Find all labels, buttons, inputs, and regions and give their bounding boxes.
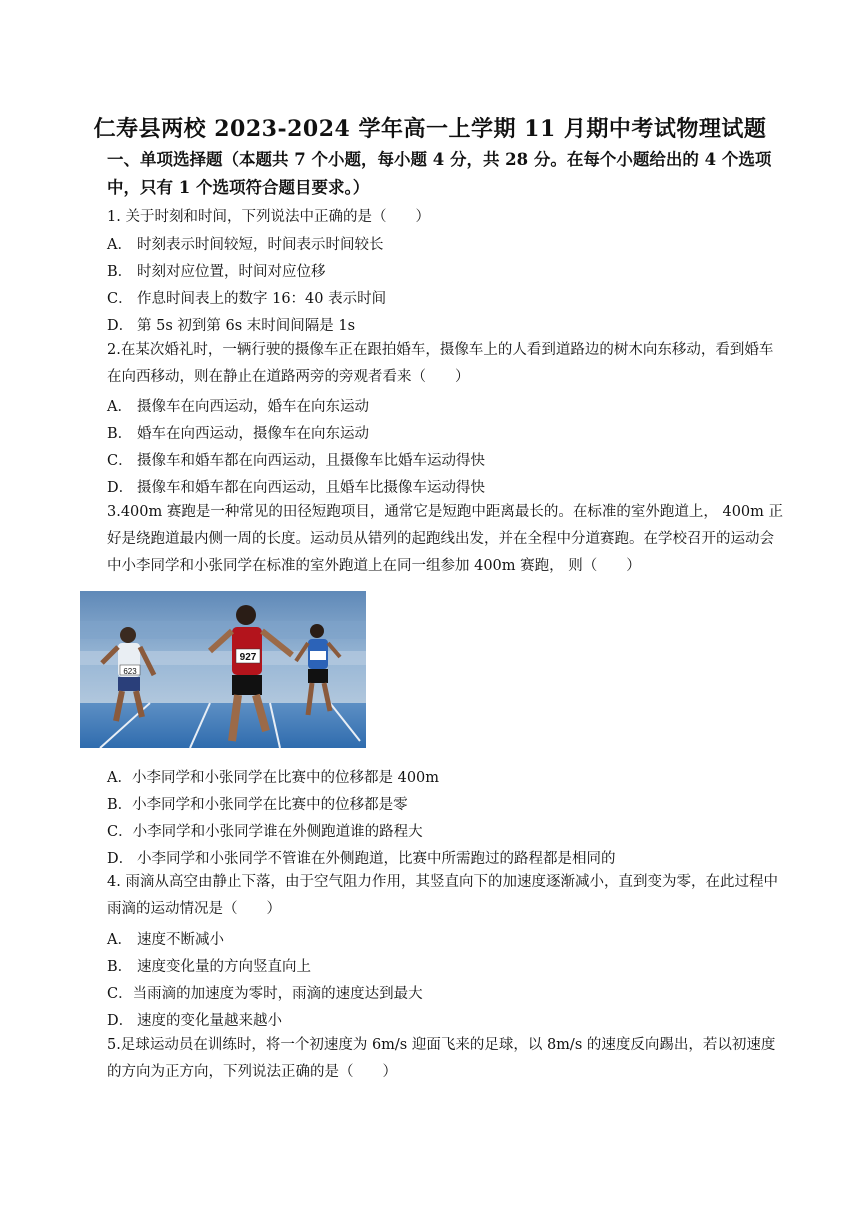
option-letter: A． <box>107 932 132 948</box>
option-letter: B． <box>107 797 133 813</box>
option-letter: B． <box>107 264 133 280</box>
question-4-option-b <box>107 955 787 976</box>
question-4-option-d <box>107 1009 787 1030</box>
option-letter: C． <box>107 291 133 307</box>
question-4-option-c <box>107 982 787 1003</box>
question-4-stem: 4. 雨滴从高空由静止下落，由于空气阻力作用，其竖直向下的加速度逐渐减小，直到变为零，在此过程中雨滴的运动情况是（ ） <box>107 874 778 917</box>
option-text: 速度变化量的方向竖直向上 <box>137 959 311 975</box>
question-2-option-c <box>107 449 787 470</box>
option-text: 第 5s 初到第 6s 末时间间隔是 1s <box>137 318 356 334</box>
question-3-option-b <box>107 793 787 814</box>
option-letter: B． <box>107 426 133 442</box>
option-text: 摄像车和婚车都在向西运动，且摄像车比婚车运动得快 <box>137 453 485 469</box>
question-2-option-b <box>107 422 787 443</box>
option-letter: D． <box>107 851 134 867</box>
question-2-option-d <box>107 476 787 497</box>
option-letter: A． <box>107 399 132 415</box>
page-title: 仁寿县两校 2023-2024 学年高一上学期 11 月期中考试物理试题 <box>93 116 767 142</box>
question-2-option-a <box>107 395 787 416</box>
option-letter: A． <box>107 237 132 253</box>
option-letter: B． <box>107 959 133 975</box>
option-letter: A． <box>107 770 132 786</box>
option-letter: D． <box>107 318 134 334</box>
option-text: 摄像车和婚车都在向西运动，且婚车比摄像车运动得快 <box>137 480 485 496</box>
question-4-option-a <box>107 928 787 949</box>
question-1-option-c <box>107 287 787 308</box>
option-letter: C． <box>107 453 133 469</box>
question-1-stem: 1. 关于时刻和时间，下列说法中正确的是（ ） <box>107 209 430 225</box>
section-heading: 一、单项选择题（本题共 7 个小题，每小题 4 分，共 28 分。在每个小题给出的 4 个选项中，只有 1 个选项符合题目要求。） <box>107 150 772 197</box>
bib-623: 623 <box>123 667 137 676</box>
question-1-option-b <box>107 260 787 281</box>
question-1-option-d <box>107 314 787 335</box>
option-text: 摄像车在向西运动，婚车在向东运动 <box>137 399 369 415</box>
question-2-stem: 2.在某次婚礼时，一辆行驶的摄像车正在跟拍婚车，摄像车上的人看到道路边的树木向东移动，看到婚车在向西移动，则在静止在道路两旁的旁观者看来（ ） <box>107 342 774 385</box>
option-text: 速度不断减小 <box>137 932 224 948</box>
option-letter: C． <box>107 986 133 1002</box>
bib-927: 927 <box>239 652 257 663</box>
option-text: 速度的变化量越来越小 <box>137 1013 282 1029</box>
question-1-option-a <box>107 233 787 254</box>
option-letter: D． <box>107 1013 134 1029</box>
runners-photo <box>80 591 366 748</box>
option-text: 当雨滴的加速度为零时，雨滴的速度达到最大 <box>132 986 423 1002</box>
question-3-option-c <box>107 820 787 841</box>
option-text: 作息时间表上的数字 16：40 表示时间 <box>137 291 387 307</box>
option-text: 小李同学和小张同学在比赛中的位移都是 400m <box>131 770 440 786</box>
runners-illustration <box>80 591 366 748</box>
question-3-option-a <box>107 766 787 787</box>
option-text: 时刻对应位置，时间对应位移 <box>137 264 326 280</box>
option-text: 小李同学和小张同学在比赛中的位移都是零 <box>132 797 408 813</box>
option-text: 小李同学和小张同学不管谁在外侧跑道，比赛中所需跑过的路程都是相同的 <box>137 851 616 867</box>
question-3-stem: 3.400m 赛跑是一种常见的田径短跑项目，通常它是短跑中距离最长的。在标准的室外跑道上， 400m 正好是绕跑道最内侧一周的长度。运动员从错列的起跑线出发，并在全程中分道赛跑。在学校召开的运动会中小李同学和小张同学在标准的室外跑道上在同一组参加 400m 赛跑， 则（ ） <box>107 504 784 574</box>
option-text: 婚车在向西运动，摄像车在向东运动 <box>137 426 369 442</box>
option-letter: C． <box>107 824 133 840</box>
option-text: 小李同学和小张同学谁在外侧跑道谁的路程大 <box>132 824 423 840</box>
option-letter: D． <box>107 480 134 496</box>
question-5-stem: 5.足球运动员在训练时，将一个初速度为 6m/s 迎面飞来的足球，以 8m/s 的速度反向踢出，若以初速度的方向为正方向，下列说法正确的是（ ） <box>107 1037 776 1080</box>
option-text: 时刻表示时间较短，时间表示时间较长 <box>137 237 384 253</box>
question-3-option-d <box>107 847 787 868</box>
